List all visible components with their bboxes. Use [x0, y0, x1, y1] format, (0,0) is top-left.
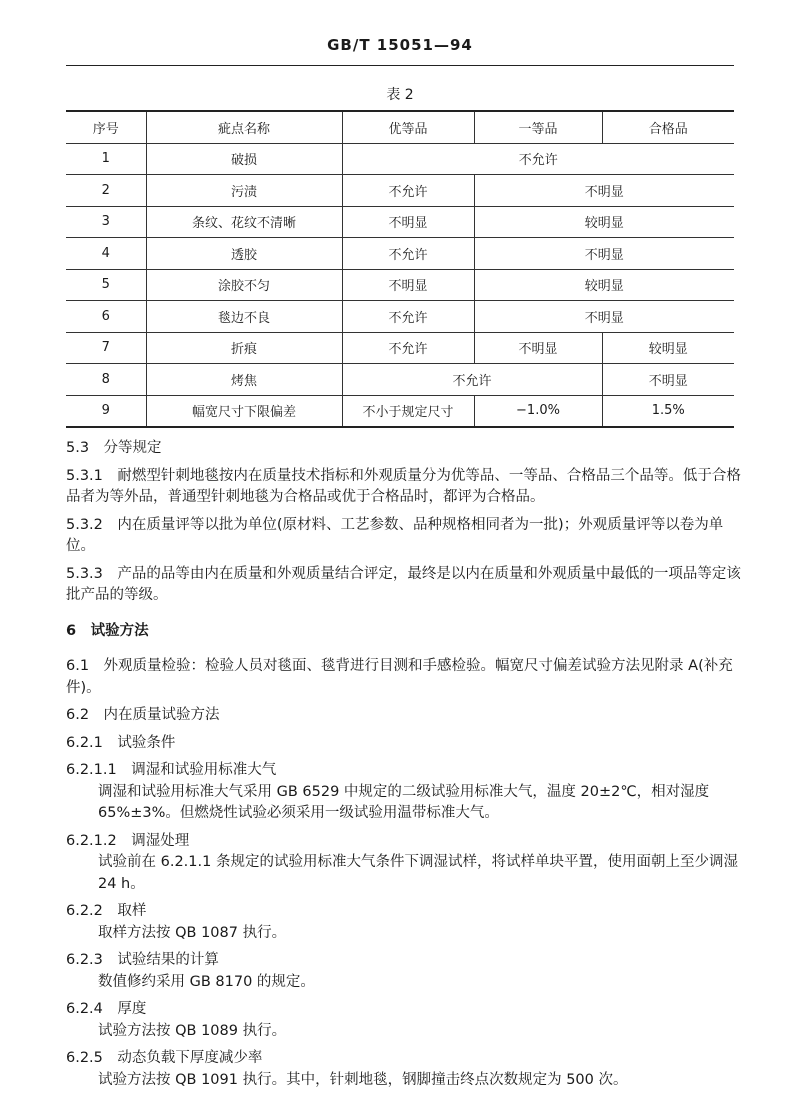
section-6-2-1-1-heading: 6.2.1.1 调湿和试验用标准大气: [66, 762, 277, 778]
row-no: 9: [66, 395, 146, 427]
grade-value: 不明显: [474, 175, 734, 207]
grade-value: 不明显: [474, 301, 734, 333]
clause-6-2-1-2-body: 试验前在 6.2.1.1 条规定的试验用标准大气条件下调湿试样，将试样单块平置，使用面朝上至少调湿 24 h。: [98, 854, 738, 892]
row-no: 8: [66, 364, 146, 396]
row-no: 1: [66, 143, 146, 175]
header-qualified: 合格品: [602, 111, 734, 143]
table-row: [66, 332, 734, 364]
row-no: 7: [66, 332, 146, 364]
grade-value: 较明显: [474, 269, 734, 301]
standard-code-header: GB/T 15051—94: [327, 36, 473, 54]
grade-value: 不允许: [342, 364, 602, 396]
section-6-2-5-heading: 6.2.5 动态负载下厚度减少率: [66, 1050, 263, 1066]
row-no: 3: [66, 206, 146, 238]
section-6-2-1-2-heading: 6.2.1.2 调湿处理: [66, 832, 190, 849]
row-no: 2: [66, 175, 146, 207]
grade-value: 不明显: [602, 364, 734, 396]
grade-value: 不明显: [474, 332, 602, 364]
defect-name: 污渍: [146, 175, 342, 207]
clause-6-2-3-body: 数值修约采用 GB 8170 的规定。: [98, 973, 315, 990]
clause-6-2-5-body: 试验方法按 QB 1091 执行。其中，针刺地毯，钢脚撞击终点次数规定为 500 次。: [98, 1071, 628, 1088]
body-text: [66, 438, 742, 1091]
defect-name: 破损: [146, 143, 342, 175]
grade-value: 不允许: [342, 301, 474, 333]
grade-value: −1.0%: [474, 395, 602, 427]
defect-name: 毯边不良: [146, 301, 342, 333]
clause-6-1: 6.1 外观质量检验：检验人员对毯面、毯背进行目测和手感检验。幅宽尺寸偏差试验方法见附录 A(补充件)。: [66, 658, 733, 696]
grade-value: 不明显: [474, 238, 734, 270]
grade-value: 不允许: [342, 332, 474, 364]
section-6-2-3-heading: 6.2.3 试验结果的计算: [66, 952, 219, 968]
clause-5-3-1: 5.3.1 耐燃型针刺地毯按内在质量技术指标和外观质量分为优等品、一等品、合格品三个品等。低于合格品者为等外品，普通型针刺地毯为合格品或优于合格品时，都评为合格品。: [66, 467, 741, 505]
header-superior: 优等品: [342, 111, 474, 143]
table-row: [66, 301, 734, 333]
clause-6-2-2-body: 取样方法按 QB 1087 执行。: [98, 924, 287, 941]
row-no: 5: [66, 269, 146, 301]
header-defect-name: 疵点名称: [146, 111, 342, 143]
section-6-2-heading: 6.2 内在质量试验方法: [66, 707, 220, 723]
clause-5-3-2: 5.3.2 内在质量评等以批为单位(原材料、工艺参数、品种规格相同者为一批)；外观质量评等以卷为单位。: [66, 516, 724, 554]
defect-table: [66, 110, 734, 428]
defect-name: 透胶: [146, 238, 342, 270]
header-rule: [66, 65, 734, 66]
defect-name: 涂胶不匀: [146, 269, 342, 301]
table-title: 表 2: [386, 87, 414, 103]
table-header-row: [66, 111, 734, 143]
grade-value: 不允许: [342, 238, 474, 270]
row-no: 4: [66, 238, 146, 270]
clause-6-2-1-1-body: 调湿和试验用标准大气采用 GB 6529 中规定的二级试验用标准大气，温度 20±2℃，相对湿度 65%±3%。但燃烧性试验必须采用一级试验用温带标准大气。: [98, 783, 710, 821]
table-row: [66, 175, 734, 207]
section-5-3-heading: 5.3 分等规定: [66, 440, 162, 456]
table-row: [66, 364, 734, 396]
section-6-2-2-heading: 6.2.2 取样: [66, 903, 147, 919]
defect-name: 烤焦: [146, 364, 342, 396]
header-first-grade: 一等品: [474, 111, 602, 143]
section-6-2-1-heading: 6.2.1 试验条件: [66, 734, 176, 751]
header-no: 序号: [66, 111, 146, 143]
defect-name: 折痕: [146, 332, 342, 364]
section-6-2-4-heading: 6.2.4 厚度: [66, 1001, 147, 1017]
table-row: [66, 395, 734, 427]
grade-value: 1.5%: [602, 395, 734, 427]
grade-value: 不明显: [342, 206, 474, 238]
table-row: [66, 238, 734, 270]
clause-6-2-4-body: 试验方法按 QB 1089 执行。: [98, 1022, 287, 1039]
table-row: [66, 206, 734, 238]
grade-value: 不小于规定尺寸: [342, 395, 474, 427]
grade-value: 不允许: [342, 175, 474, 207]
section-6-heading: 6 试验方法: [66, 622, 149, 639]
table-row: [66, 143, 734, 175]
defect-name: 条纹、花纹不清晰: [146, 206, 342, 238]
grade-value: 不明显: [342, 269, 474, 301]
grade-value: 较明显: [602, 332, 734, 364]
grade-value: 较明显: [474, 206, 734, 238]
row-no: 6: [66, 301, 146, 333]
table-row: [66, 269, 734, 301]
grade-value: 不允许: [342, 143, 734, 175]
clause-5-3-3: 5.3.3 产品的品等由内在质量和外观质量结合评定，最终是以内在质量和外观质量中最低的一项品等定该批产品的等级。: [66, 565, 741, 603]
defect-name: 幅宽尺寸下限偏差: [146, 395, 342, 427]
